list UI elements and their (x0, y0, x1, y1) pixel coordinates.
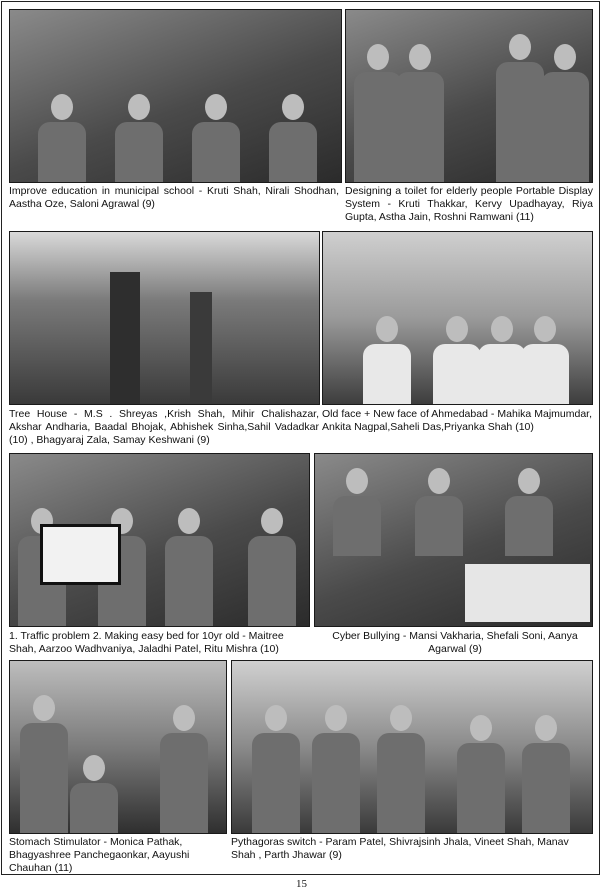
page-number: 15 (296, 878, 307, 890)
caption-traffic-problem: 1. Traffic problem 2. Making easy bed for 10yr old - Maitree Shah, Aarzoo Wadhvaniya, Jaladhi Patel, Ritu Mishra (10) (9, 630, 284, 655)
caption-education-municipal-school: Improve education in municipal school - Kruti Shah, Nirali Shodhan, Aastha Oze, Saloni Agrawal (9) (9, 185, 339, 210)
photo-education-municipal-school (9, 9, 342, 183)
caption-cyber-bullying: Cyber Bullying - Mansi Vakharia, Shefali Soni, Aanya Agarwal (9) (332, 630, 578, 655)
photo-stomach-stimulator (9, 660, 227, 834)
photo-traffic-problem-bed (9, 453, 310, 627)
photo-toilet-design-display (345, 9, 593, 183)
photo-tree-house (9, 231, 320, 405)
caption-stomach-stimulator: Stomach Stimulator - Monica Pathak, Bhagyashree Panchegaonkar, Aayushi Chauhan (11) (9, 836, 190, 874)
caption-tree-house: Tree House - M.S . Shreyas ,Krish Shah, Mihir Chalishazar, Akshar Andharia, Baadal Bhojak, Abhishek Sinha,Sahil Vadadkar (10) , Bhagyaraj Zala, Samay Keshwani (9) (9, 408, 319, 446)
photo-pythagoras-switch (231, 660, 593, 834)
caption-pythagoras-switch: Pythagoras switch - Param Patel, Shivrajsinh Jhala, Vineet Shah, Manav Shah , Parth Jhawar (9) (231, 836, 569, 861)
caption-toilet-design: Designing a toilet for elderly people Portable Display System - Kruti Thakkar, Kervy Upadhayay, Riya Gupta, Astha Jain, Roshni Ramwani (11) (345, 185, 593, 223)
caption-ahmedabad: Old face + New face of Ahmedabad - Mahika Majmumdar, Ankita Nagpal,Saheli Das,Priyanka Shah (10) (322, 408, 592, 433)
photo-ahmedabad-old-new (322, 231, 593, 405)
photo-cyber-bullying (314, 453, 593, 627)
